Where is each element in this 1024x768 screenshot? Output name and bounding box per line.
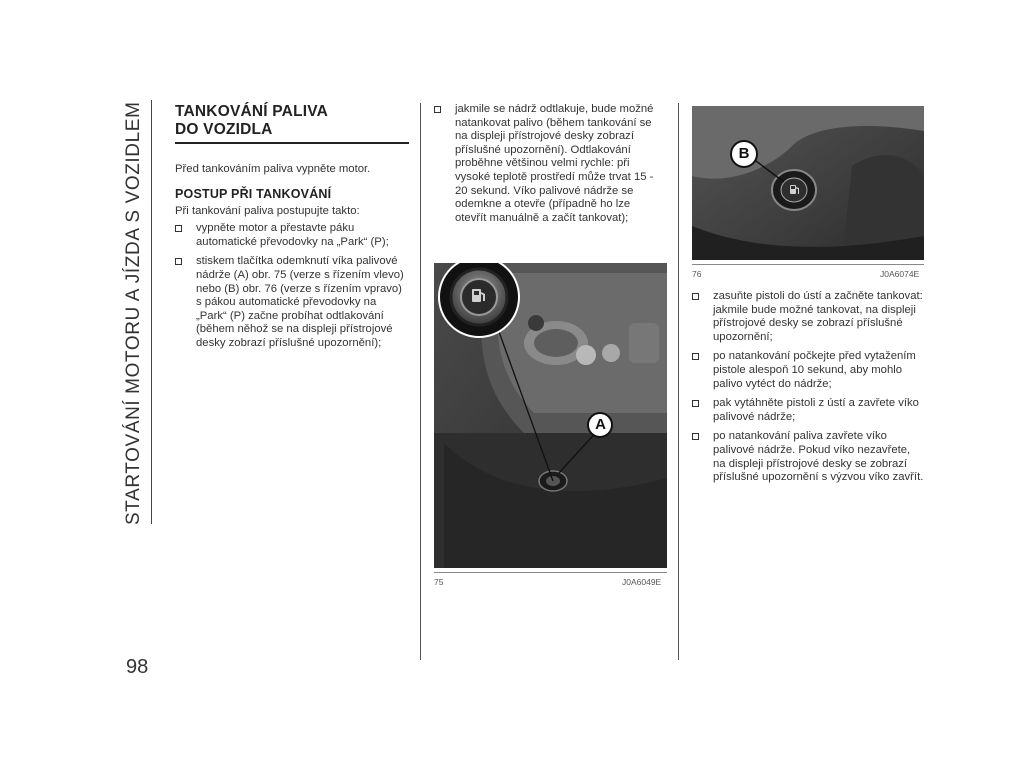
checkbox-bullet-icon [434, 106, 441, 113]
section-title-line1: TANKOVÁNÍ PALIVA [175, 103, 329, 120]
list-item: po natankování paliva zavřete víko palivové nádrže. Pokud víko nezavřete, na displeji přístrojové desky se zobrazí příslušné upozornění s výzvou víko zavřít. [692, 430, 925, 484]
checkbox-bullet-icon [175, 258, 182, 265]
fuel-door-button-photo-a [434, 263, 667, 568]
steps-list-col2 [434, 103, 670, 225]
chapter-title: STARTOVÁNÍ MOTORU A JÍZDA S VOZIDLEM [123, 101, 144, 525]
figure-76-code: J0A6074E [880, 269, 920, 279]
procedure-heading: POSTUP PŘI TANKOVÁNÍ [175, 186, 332, 201]
procedure-intro: Při tankování paliva postupujte takto: [175, 204, 360, 217]
title-underline [175, 142, 409, 144]
figure-75-code: J0A6049E [622, 577, 662, 587]
list-item: stiskem tlačítka odemknutí víka palivové nádrže (A) obr. 75 (verze s řízením vlevo) nebo (B) obr. 76 (verze s řízením vpravo) s pákou automatické převodovky na „Park“ (P) začne probíhat odtlakování (během něhož se na displeji přístrojové desky zobrazí příslušné upozornění); [175, 255, 406, 350]
figure-76-photo [692, 106, 924, 260]
column-divider-1 [420, 103, 421, 660]
list-item: vypněte motor a přestavte páku automatické převodovky na „Park“ (P); [175, 222, 406, 249]
column-divider-2 [678, 103, 679, 660]
list-item: zasuňte pistoli do ústí a začněte tankovat: jakmile bude možné tankovat, na displeji přístrojové desky se zobrazí příslušné upozornění; [692, 290, 925, 344]
intro-text: Před tankováním paliva vypněte motor. [175, 163, 371, 175]
fuel-door-button-photo-b [692, 106, 924, 260]
figure-75-caption-rule [434, 572, 667, 573]
checkbox-bullet-icon [692, 433, 699, 440]
chapter-divider [151, 100, 152, 524]
list-item: jakmile se nádrž odtlakuje, bude možné natankovat palivo (během tankování se na displeji přístrojové desky zobrazí příslušné upozornění). Odtlakování proběhne většinou velmi rychle: při vysoké teplotě prostředí může trvat 15 - 20 sekund. Víko palivové nádrže se odemkne a otevře (případně ho lze otevřít manuálně a začít tankovat); [434, 103, 660, 225]
checkbox-bullet-icon [692, 353, 699, 360]
checkbox-bullet-icon [692, 293, 699, 300]
checkbox-bullet-icon [175, 225, 182, 232]
figure-75-number: 75 [434, 577, 444, 587]
checkbox-bullet-icon [692, 400, 699, 407]
figure-76-caption-rule [692, 264, 924, 265]
column-1 [175, 103, 411, 357]
list-item: pak vytáhněte pistoli z ústí a zavřete víko palivové nádrže; [692, 397, 925, 424]
page-number: 98 [126, 656, 149, 678]
steps-list-col3 [692, 290, 928, 485]
list-item: po natankování počkejte před vytažením pistole alespoň 10 sekund, aby mohlo palivo vytéct do nádrže; [692, 350, 925, 391]
figure-76-number: 76 [692, 269, 702, 279]
section-title-line2: DO VOZIDLA [175, 121, 273, 138]
steps-list-col1 [175, 222, 411, 350]
figure-75-photo [434, 263, 667, 568]
column-3 [692, 290, 928, 491]
callout-a-label: A [595, 416, 606, 433]
section-title [175, 103, 411, 139]
column-2 [434, 103, 670, 231]
callout-b-label: B [738, 145, 750, 162]
